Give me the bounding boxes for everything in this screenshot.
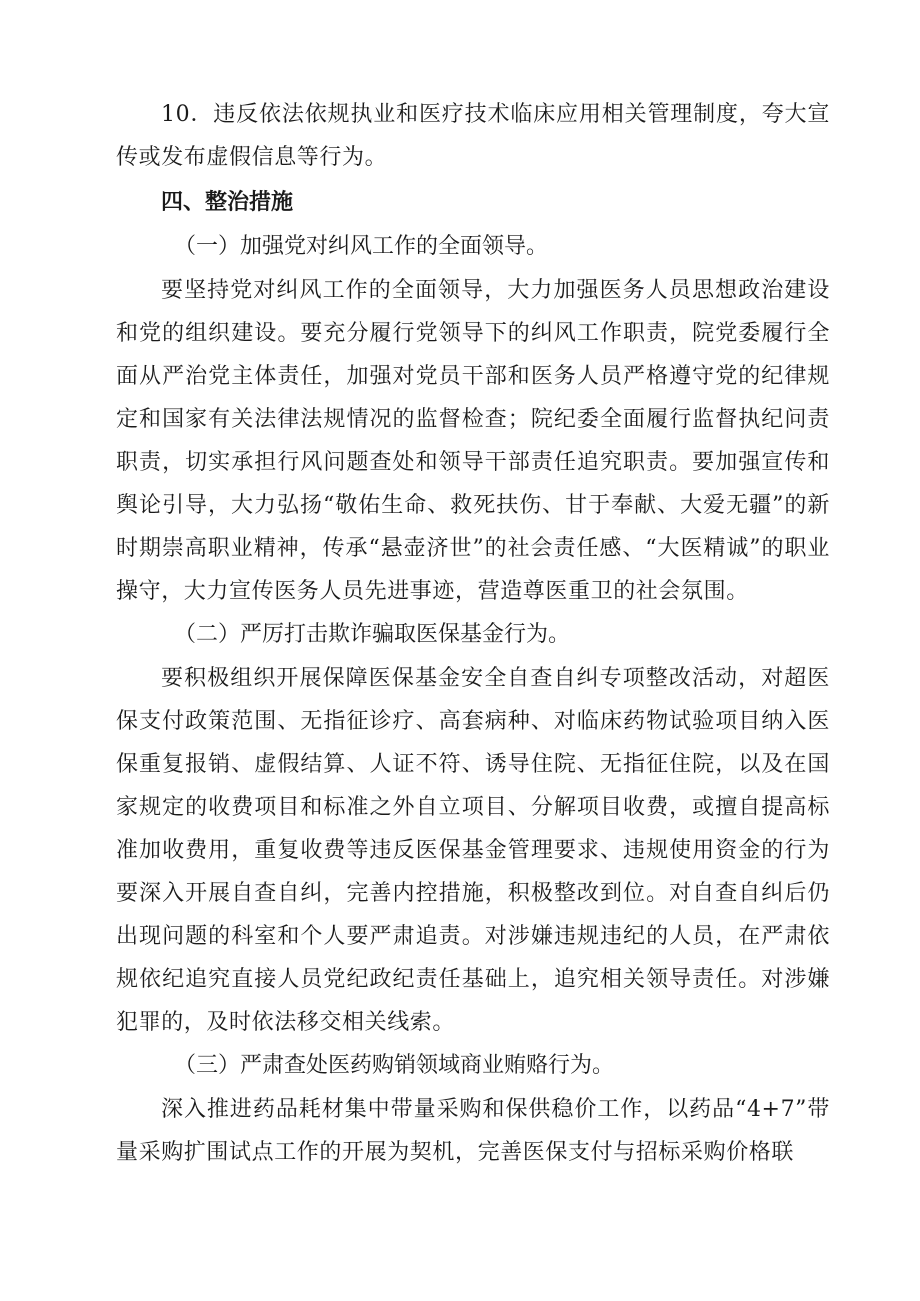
subsection-1-body: 要坚持党对纠风工作的全面领导，大力加强医务人员思想政治建设和党的组织建设。要充分履行党领导下的纠风工作职责，院党委履行全面从严治党主体责任，加强对党员干部和医务人员严格遵守党的纪律规定和国家有关法律法规情况的监督检查；院纪委全面履行监督执纪问责职责，切实承担行风问题查处和领导干部责任追究职责。要加强宣传和舆论引导，大力弘扬“敬佑生命、救死扶伤、甘于奉献、大爱无疆”的新时期崇高职业精神，传承“悬壶济世”的社会责任感、“大医精诚”的职业操守，大力宣传医务人员先进事迹，营造尊医重卫的社会氛围。: [116, 278, 830, 604]
item-10-paragraph: 10．违反依法依规执业和医疗技术临床应用相关管理制度，夸大宣传或发布虚假信息等行为。: [116, 102, 830, 170]
section-4-heading: 四、整治措施: [161, 190, 294, 215]
subsection-3-title: （三）严肃查处医药购销领域商业贿赂行为。: [174, 1053, 615, 1078]
subsection-2-body: 要积极组织开展保障医保基金安全自查自纠专项整改活动，对超医保支付政策范围、无指征诊疗、高套病种、对临床药物试验项目纳入医保重复报销、虚假结算、人证不符、诱导住院、无指征住院，以及在国家规定的收费项目和标准之外自立项目、分解项目收费，或擅自提高标准加收费用，重复收费等违反医保基金管理要求、违规使用资金的行为要深入开展自查自纠，完善内控措施，积极整改到位。对自查自纠后仍出现问题的科室和个人要严肃追责。对涉嫌违规违纪的人员，在严肃依规依纪追究直接人员党纪政纪责任基础上，追究相关领导责任。对涉嫌犯罪的，及时依法移交相关线索。: [116, 666, 830, 1035]
document-page: [116, 93, 830, 1174]
subsection-3-body: 深入推进药品耗材集中带量采购和保供稳价工作，以药品“4+7”带量采购扩围试点工作的开展为契机，完善医保支付与招标采购价格联: [116, 1097, 830, 1165]
subsection-2-title: （二）严厉打击欺诈骗取医保基金行为。: [174, 622, 571, 647]
subsection-1-title: （一）加强党对纠风工作的全面领导。: [174, 234, 549, 259]
